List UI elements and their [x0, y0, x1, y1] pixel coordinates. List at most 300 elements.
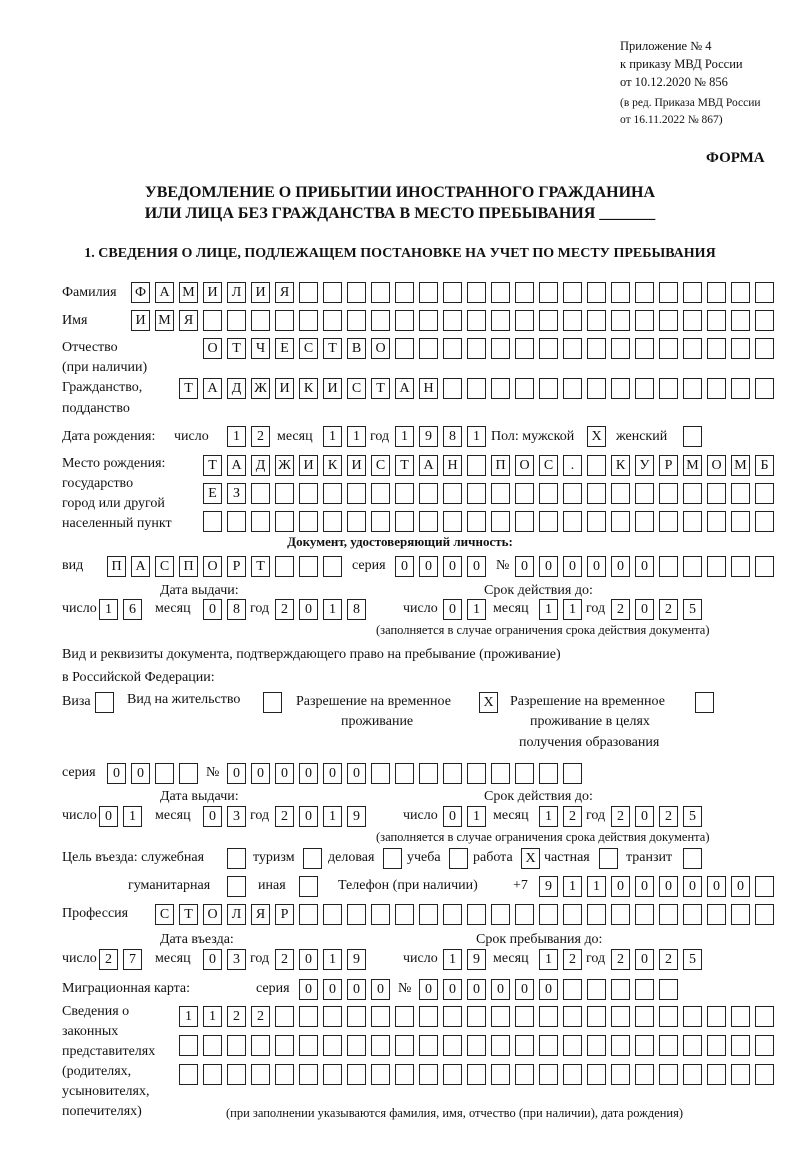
char-cell[interactable]: 0 [347, 763, 366, 784]
char-cell[interactable]: 0 [203, 599, 222, 620]
char-cell[interactable] [563, 338, 582, 359]
char-cell[interactable]: 0 [99, 806, 118, 827]
char-cell[interactable]: 1 [563, 599, 582, 620]
char-cell[interactable] [371, 282, 390, 303]
char-cell[interactable] [587, 338, 606, 359]
char-cell[interactable]: Н [419, 378, 438, 399]
char-cell[interactable]: А [227, 455, 246, 476]
char-cell[interactable] [563, 1006, 582, 1027]
char-cell[interactable]: 2 [563, 806, 582, 827]
char-cell[interactable]: 9 [539, 876, 558, 897]
char-cell[interactable] [491, 378, 510, 399]
char-cell[interactable]: 0 [443, 806, 462, 827]
char-cell[interactable] [467, 1035, 486, 1056]
char-cell[interactable]: Н [443, 455, 462, 476]
char-cell[interactable] [371, 1035, 390, 1056]
char-cell[interactable]: 0 [515, 556, 534, 577]
char-cell[interactable] [515, 904, 534, 925]
char-cell[interactable] [683, 904, 702, 925]
char-cell[interactable] [467, 455, 486, 476]
char-cell[interactable]: 2 [659, 806, 678, 827]
char-cell[interactable] [419, 904, 438, 925]
char-cell[interactable]: 0 [323, 979, 342, 1000]
char-cell[interactable] [515, 483, 534, 504]
char-cell[interactable] [419, 763, 438, 784]
char-cell[interactable]: Б [755, 455, 774, 476]
char-cell[interactable] [467, 310, 486, 331]
char-cell[interactable]: 8 [443, 426, 462, 447]
char-cell[interactable] [467, 904, 486, 925]
char-cell[interactable]: 0 [635, 949, 654, 970]
char-cell[interactable]: 1 [395, 426, 414, 447]
char-cell[interactable]: 0 [299, 949, 318, 970]
char-cell[interactable]: 9 [419, 426, 438, 447]
char-cell[interactable]: 2 [563, 949, 582, 970]
char-cell[interactable] [371, 1064, 390, 1085]
char-cell[interactable]: Д [227, 378, 246, 399]
char-cell[interactable] [155, 763, 174, 784]
char-cell[interactable] [731, 904, 750, 925]
char-cell[interactable] [539, 338, 558, 359]
char-cell[interactable] [587, 378, 606, 399]
char-cell[interactable] [731, 282, 750, 303]
char-cell[interactable] [203, 1035, 222, 1056]
char-cell[interactable] [515, 1035, 534, 1056]
char-cell[interactable]: Т [179, 904, 198, 925]
char-cell[interactable]: 0 [299, 806, 318, 827]
char-cell[interactable] [323, 1006, 342, 1027]
char-cell[interactable] [683, 338, 702, 359]
char-cell[interactable] [635, 979, 654, 1000]
char-cell[interactable]: 9 [467, 949, 486, 970]
char-cell[interactable]: Е [203, 483, 222, 504]
char-cell[interactable] [371, 310, 390, 331]
char-cell[interactable]: 1 [467, 426, 486, 447]
char-cell[interactable]: Ж [275, 455, 294, 476]
char-cell[interactable] [323, 904, 342, 925]
char-cell[interactable]: В [347, 338, 366, 359]
char-cell[interactable] [659, 556, 678, 577]
char-cell[interactable]: Ф [131, 282, 150, 303]
char-cell[interactable]: 0 [323, 763, 342, 784]
char-cell[interactable] [179, 763, 198, 784]
char-cell[interactable] [419, 282, 438, 303]
char-cell[interactable] [515, 511, 534, 532]
char-cell[interactable]: 2 [659, 599, 678, 620]
char-cell[interactable] [635, 1006, 654, 1027]
char-cell[interactable] [659, 282, 678, 303]
char-cell[interactable] [563, 282, 582, 303]
char-cell[interactable]: Ч [251, 338, 270, 359]
char-cell[interactable]: И [275, 378, 294, 399]
char-cell[interactable] [587, 483, 606, 504]
checkbox[interactable] [683, 848, 702, 869]
char-cell[interactable] [707, 310, 726, 331]
char-cell[interactable]: П [179, 556, 198, 577]
char-cell[interactable]: Р [659, 455, 678, 476]
char-cell[interactable]: 0 [467, 979, 486, 1000]
char-cell[interactable] [515, 1064, 534, 1085]
char-cell[interactable] [467, 1064, 486, 1085]
char-cell[interactable]: 8 [227, 599, 246, 620]
char-cell[interactable]: 0 [635, 599, 654, 620]
char-cell[interactable] [395, 483, 414, 504]
char-cell[interactable] [707, 511, 726, 532]
char-cell[interactable]: Т [323, 338, 342, 359]
char-cell[interactable] [179, 1035, 198, 1056]
char-cell[interactable] [299, 1006, 318, 1027]
char-cell[interactable] [299, 1035, 318, 1056]
char-cell[interactable]: 6 [123, 599, 142, 620]
char-cell[interactable]: Т [179, 378, 198, 399]
char-cell[interactable] [707, 1006, 726, 1027]
char-cell[interactable] [491, 310, 510, 331]
char-cell[interactable]: И [131, 310, 150, 331]
char-cell[interactable] [395, 282, 414, 303]
char-cell[interactable]: А [203, 378, 222, 399]
char-cell[interactable] [539, 763, 558, 784]
char-cell[interactable]: 1 [323, 806, 342, 827]
char-cell[interactable]: 2 [275, 599, 294, 620]
char-cell[interactable]: 0 [443, 556, 462, 577]
char-cell[interactable] [683, 378, 702, 399]
char-cell[interactable] [539, 1064, 558, 1085]
char-cell[interactable]: С [155, 556, 174, 577]
checkbox[interactable] [683, 426, 702, 447]
char-cell[interactable] [347, 282, 366, 303]
char-cell[interactable]: Р [227, 556, 246, 577]
char-cell[interactable]: Л [227, 282, 246, 303]
char-cell[interactable] [587, 455, 606, 476]
char-cell[interactable] [659, 338, 678, 359]
char-cell[interactable] [299, 310, 318, 331]
char-cell[interactable] [635, 310, 654, 331]
char-cell[interactable]: 0 [371, 979, 390, 1000]
char-cell[interactable] [635, 282, 654, 303]
char-cell[interactable] [635, 378, 654, 399]
char-cell[interactable] [755, 904, 774, 925]
char-cell[interactable] [635, 511, 654, 532]
char-cell[interactable]: 0 [635, 876, 654, 897]
char-cell[interactable]: 0 [443, 599, 462, 620]
char-cell[interactable] [491, 282, 510, 303]
char-cell[interactable] [467, 338, 486, 359]
char-cell[interactable] [587, 1006, 606, 1027]
char-cell[interactable]: 0 [635, 556, 654, 577]
char-cell[interactable] [443, 338, 462, 359]
char-cell[interactable] [611, 511, 630, 532]
char-cell[interactable] [635, 338, 654, 359]
char-cell[interactable]: 0 [131, 763, 150, 784]
char-cell[interactable]: О [203, 556, 222, 577]
char-cell[interactable] [563, 979, 582, 1000]
char-cell[interactable] [299, 1064, 318, 1085]
checkbox[interactable] [303, 848, 322, 869]
char-cell[interactable]: 0 [227, 763, 246, 784]
char-cell[interactable]: О [203, 338, 222, 359]
char-cell[interactable]: 0 [107, 763, 126, 784]
char-cell[interactable]: Я [251, 904, 270, 925]
char-cell[interactable] [323, 310, 342, 331]
char-cell[interactable] [515, 338, 534, 359]
char-cell[interactable]: У [635, 455, 654, 476]
char-cell[interactable] [587, 1064, 606, 1085]
char-cell[interactable]: 2 [251, 426, 270, 447]
char-cell[interactable] [395, 338, 414, 359]
char-cell[interactable]: Р [275, 904, 294, 925]
checkbox[interactable]: X [521, 848, 540, 869]
char-cell[interactable]: 1 [123, 806, 142, 827]
char-cell[interactable] [443, 483, 462, 504]
char-cell[interactable] [587, 904, 606, 925]
char-cell[interactable]: К [611, 455, 630, 476]
char-cell[interactable] [587, 511, 606, 532]
char-cell[interactable] [443, 282, 462, 303]
char-cell[interactable] [587, 979, 606, 1000]
char-cell[interactable]: С [539, 455, 558, 476]
char-cell[interactable] [611, 378, 630, 399]
char-cell[interactable] [275, 1006, 294, 1027]
char-cell[interactable] [299, 511, 318, 532]
char-cell[interactable] [395, 511, 414, 532]
char-cell[interactable]: 0 [347, 979, 366, 1000]
char-cell[interactable]: 0 [563, 556, 582, 577]
char-cell[interactable]: 1 [179, 1006, 198, 1027]
char-cell[interactable]: 2 [251, 1006, 270, 1027]
char-cell[interactable]: М [155, 310, 174, 331]
char-cell[interactable]: 1 [323, 949, 342, 970]
char-cell[interactable]: 0 [419, 979, 438, 1000]
char-cell[interactable]: И [347, 455, 366, 476]
char-cell[interactable]: 0 [203, 806, 222, 827]
char-cell[interactable] [611, 310, 630, 331]
char-cell[interactable]: 1 [467, 599, 486, 620]
char-cell[interactable] [395, 1064, 414, 1085]
char-cell[interactable]: Е [275, 338, 294, 359]
char-cell[interactable]: 0 [707, 876, 726, 897]
char-cell[interactable]: П [491, 455, 510, 476]
char-cell[interactable] [371, 1006, 390, 1027]
char-cell[interactable] [323, 1035, 342, 1056]
char-cell[interactable] [683, 282, 702, 303]
char-cell[interactable]: 1 [539, 599, 558, 620]
char-cell[interactable]: А [419, 455, 438, 476]
char-cell[interactable] [659, 310, 678, 331]
char-cell[interactable]: К [299, 378, 318, 399]
char-cell[interactable] [707, 556, 726, 577]
char-cell[interactable]: Т [371, 378, 390, 399]
char-cell[interactable] [683, 511, 702, 532]
checkbox[interactable] [449, 848, 468, 869]
char-cell[interactable]: 2 [611, 599, 630, 620]
char-cell[interactable]: 2 [611, 949, 630, 970]
char-cell[interactable]: 2 [659, 949, 678, 970]
char-cell[interactable] [515, 763, 534, 784]
char-cell[interactable]: С [347, 378, 366, 399]
char-cell[interactable] [635, 904, 654, 925]
char-cell[interactable] [203, 310, 222, 331]
char-cell[interactable] [755, 1064, 774, 1085]
char-cell[interactable]: 2 [99, 949, 118, 970]
char-cell[interactable] [467, 483, 486, 504]
char-cell[interactable]: 3 [227, 806, 246, 827]
char-cell[interactable] [275, 1035, 294, 1056]
char-cell[interactable]: 0 [299, 599, 318, 620]
char-cell[interactable] [539, 511, 558, 532]
char-cell[interactable]: 0 [635, 806, 654, 827]
checkbox[interactable] [299, 876, 318, 897]
char-cell[interactable]: 1 [203, 1006, 222, 1027]
char-cell[interactable] [611, 904, 630, 925]
char-cell[interactable] [659, 483, 678, 504]
char-cell[interactable] [419, 1006, 438, 1027]
char-cell[interactable] [203, 1064, 222, 1085]
char-cell[interactable]: 1 [467, 806, 486, 827]
char-cell[interactable] [323, 483, 342, 504]
char-cell[interactable] [347, 511, 366, 532]
char-cell[interactable]: И [251, 282, 270, 303]
char-cell[interactable] [371, 763, 390, 784]
char-cell[interactable]: 1 [587, 876, 606, 897]
char-cell[interactable] [395, 1006, 414, 1027]
char-cell[interactable]: 0 [611, 876, 630, 897]
char-cell[interactable]: 0 [659, 876, 678, 897]
char-cell[interactable] [707, 282, 726, 303]
char-cell[interactable] [635, 1035, 654, 1056]
checkbox[interactable] [383, 848, 402, 869]
char-cell[interactable] [755, 1035, 774, 1056]
char-cell[interactable]: 0 [587, 556, 606, 577]
checkbox[interactable]: X [587, 426, 606, 447]
char-cell[interactable] [611, 1006, 630, 1027]
char-cell[interactable] [395, 1035, 414, 1056]
char-cell[interactable] [755, 876, 774, 897]
char-cell[interactable]: 2 [227, 1006, 246, 1027]
char-cell[interactable]: З [227, 483, 246, 504]
char-cell[interactable] [275, 310, 294, 331]
char-cell[interactable]: Ж [251, 378, 270, 399]
char-cell[interactable]: 0 [251, 763, 270, 784]
char-cell[interactable] [251, 310, 270, 331]
char-cell[interactable]: 0 [611, 556, 630, 577]
char-cell[interactable]: О [515, 455, 534, 476]
char-cell[interactable] [611, 1035, 630, 1056]
char-cell[interactable] [755, 556, 774, 577]
char-cell[interactable] [467, 378, 486, 399]
char-cell[interactable] [419, 1064, 438, 1085]
char-cell[interactable] [731, 338, 750, 359]
char-cell[interactable] [419, 483, 438, 504]
char-cell[interactable] [707, 1064, 726, 1085]
char-cell[interactable]: 1 [323, 426, 342, 447]
char-cell[interactable]: 0 [395, 556, 414, 577]
char-cell[interactable]: 2 [275, 949, 294, 970]
char-cell[interactable] [707, 904, 726, 925]
char-cell[interactable]: 1 [443, 949, 462, 970]
char-cell[interactable] [491, 483, 510, 504]
char-cell[interactable] [371, 511, 390, 532]
char-cell[interactable] [563, 1064, 582, 1085]
char-cell[interactable]: 0 [539, 556, 558, 577]
char-cell[interactable] [731, 556, 750, 577]
char-cell[interactable] [659, 1035, 678, 1056]
char-cell[interactable]: 1 [563, 876, 582, 897]
char-cell[interactable]: М [731, 455, 750, 476]
char-cell[interactable]: 0 [515, 979, 534, 1000]
char-cell[interactable]: 0 [731, 876, 750, 897]
char-cell[interactable] [539, 483, 558, 504]
char-cell[interactable] [227, 1064, 246, 1085]
char-cell[interactable] [755, 282, 774, 303]
char-cell[interactable] [443, 1064, 462, 1085]
char-cell[interactable]: О [203, 904, 222, 925]
char-cell[interactable] [443, 1035, 462, 1056]
char-cell[interactable] [515, 282, 534, 303]
char-cell[interactable] [395, 763, 414, 784]
char-cell[interactable]: 1 [539, 949, 558, 970]
char-cell[interactable] [371, 904, 390, 925]
char-cell[interactable] [563, 483, 582, 504]
char-cell[interactable]: 2 [275, 806, 294, 827]
char-cell[interactable] [755, 310, 774, 331]
char-cell[interactable]: К [323, 455, 342, 476]
char-cell[interactable] [611, 483, 630, 504]
char-cell[interactable] [563, 310, 582, 331]
char-cell[interactable] [395, 310, 414, 331]
char-cell[interactable] [179, 1064, 198, 1085]
char-cell[interactable]: И [323, 378, 342, 399]
char-cell[interactable] [227, 1035, 246, 1056]
char-cell[interactable] [299, 282, 318, 303]
char-cell[interactable]: И [299, 455, 318, 476]
char-cell[interactable] [587, 1035, 606, 1056]
char-cell[interactable] [563, 1035, 582, 1056]
char-cell[interactable]: 0 [539, 979, 558, 1000]
char-cell[interactable] [563, 904, 582, 925]
char-cell[interactable]: Я [179, 310, 198, 331]
char-cell[interactable] [611, 979, 630, 1000]
char-cell[interactable] [731, 378, 750, 399]
char-cell[interactable]: Т [395, 455, 414, 476]
char-cell[interactable] [755, 378, 774, 399]
char-cell[interactable]: Л [227, 904, 246, 925]
char-cell[interactable] [275, 1064, 294, 1085]
char-cell[interactable] [731, 1035, 750, 1056]
char-cell[interactable] [443, 904, 462, 925]
char-cell[interactable] [731, 511, 750, 532]
char-cell[interactable] [539, 904, 558, 925]
char-cell[interactable]: Т [251, 556, 270, 577]
char-cell[interactable] [323, 511, 342, 532]
char-cell[interactable] [707, 338, 726, 359]
char-cell[interactable] [611, 338, 630, 359]
char-cell[interactable] [251, 511, 270, 532]
char-cell[interactable]: А [155, 282, 174, 303]
char-cell[interactable]: С [371, 455, 390, 476]
char-cell[interactable] [731, 310, 750, 331]
checkbox[interactable]: X [479, 692, 498, 713]
char-cell[interactable]: 0 [299, 763, 318, 784]
char-cell[interactable] [683, 310, 702, 331]
checkbox[interactable] [263, 692, 282, 713]
char-cell[interactable] [563, 511, 582, 532]
char-cell[interactable] [539, 282, 558, 303]
char-cell[interactable] [203, 511, 222, 532]
char-cell[interactable] [443, 378, 462, 399]
char-cell[interactable] [491, 1035, 510, 1056]
char-cell[interactable]: А [131, 556, 150, 577]
char-cell[interactable]: 8 [347, 599, 366, 620]
